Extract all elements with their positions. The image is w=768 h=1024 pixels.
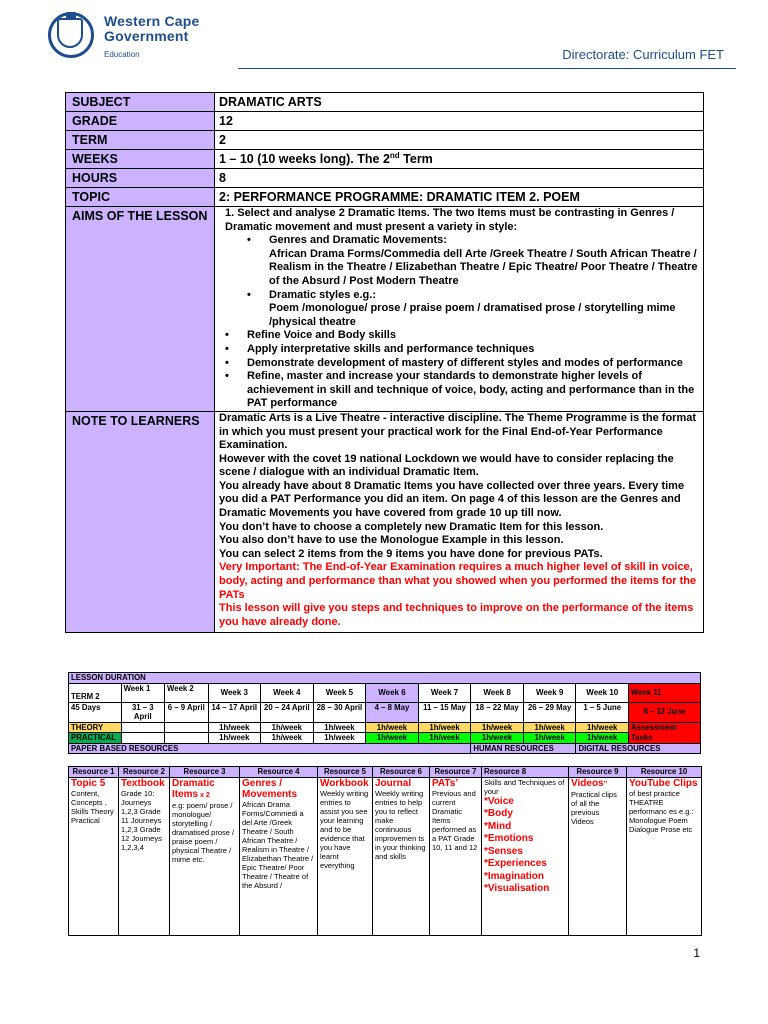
note-paragraph: Dramatic Arts is a Live Theatre - interactive discipline. The Theme Programme is the format in which you must present your practical work for the Final End-of-Year Performance Examination. <box>219 411 697 452</box>
term-cell: TERM 2 <box>69 683 122 702</box>
week-header: Week 3 <box>208 683 261 702</box>
aims-bullet: • Refine, master and increase your standards to demonstrate higher levels of achievement in skill and technique of voice, body, acting and performance than in the PAT performance <box>219 370 699 411</box>
topic-label: TOPIC <box>66 188 215 207</box>
subject-row <box>66 93 704 112</box>
resource-header: Resource 8 <box>482 767 569 778</box>
note-paragraph: However with the covet 19 national Lockdown we would have to consider replacing the scene / dialogue with an individual Dramatic Item. <box>219 452 674 479</box>
aims-intro: 1. Select and analyse 2 Dramatic Items. The two Items must be contrasting in Genres / Dramatic movement and must present a variety in style: <box>225 207 675 233</box>
resource-cell <box>627 777 702 935</box>
resource-cell <box>119 777 170 935</box>
week-dates: 14 – 17 April <box>208 702 261 722</box>
resource-cell <box>482 777 569 935</box>
crest-crown-icon <box>66 12 76 20</box>
theory-cell: 1h/week <box>208 722 261 733</box>
hours-value: 8 <box>215 169 704 188</box>
theory-cell: 1h/week <box>576 722 629 733</box>
week-header: Week 6 <box>366 683 419 702</box>
resource-detail: e.g: poem/ prose / monologue/ storytelling / dramatised prose / praise poem / physical Theatre / mime etc. <box>172 800 235 864</box>
org-name-line2: Government <box>104 28 189 44</box>
aims-bullet: • Demonstrate development of mastery of different styles and modes of performance <box>219 357 699 371</box>
week-dates: 18 – 22 May <box>471 702 524 722</box>
resource-cell <box>69 777 119 935</box>
aims-sub-genres: • Genres and Dramatic Movements: <box>219 234 699 248</box>
lesson-duration-header: LESSON DURATION <box>69 673 701 684</box>
week-dates: 11 – 15 May <box>418 702 471 722</box>
skill-item: *Emotions <box>484 833 534 844</box>
wcg-logo <box>48 12 218 62</box>
resource-title: Videos’’ <box>571 777 608 789</box>
assessment-cell: Assessment Tasks <box>629 722 701 743</box>
note-important: Very Important: The End-of-Year Examination requires a much higher level of skill in voice, body, acting and performance than what you showed when you performed the items for the PATs <box>219 561 697 601</box>
practical-cell: 1h/week <box>261 733 314 744</box>
practical-cell: 1h/week <box>471 733 524 744</box>
grade-row <box>66 112 704 131</box>
subject-value: DRAMATIC ARTS <box>215 93 704 112</box>
note-paragraph: You already have about 8 Dramatic Items you have collected over three years. Every time you did a PAT Performance you did an item. On page 4 of this lesson are the Genres and Dramatic Movements you have covered from grade 10 up till now. <box>219 479 685 520</box>
skill-item: *Experiences <box>484 858 547 869</box>
practical-cell: 1h/week <box>418 733 471 744</box>
resource-cell <box>240 777 318 935</box>
resource-title: Journal <box>375 777 412 789</box>
lesson-duration-table <box>68 672 701 754</box>
skill-item: *Imagination <box>484 870 545 882</box>
resource-header: Resource 1 <box>69 767 119 778</box>
theory-cell <box>121 722 164 733</box>
resource-title: Textbook <box>121 777 165 789</box>
resource-cell <box>373 777 430 935</box>
note-label: NOTE TO LEARNERS <box>66 411 215 633</box>
week-dates: 6 – 9 April <box>165 702 208 722</box>
aims-label: AIMS OF THE LESSON <box>66 207 215 412</box>
digital-resources-header: DIGITAL RESOURCES <box>576 743 701 754</box>
aims-sub-styles: • Dramatic styles e.g.: <box>219 289 699 303</box>
days-cell: 45 Days <box>69 702 122 722</box>
week-header: Week 11 <box>629 683 701 702</box>
week-dates: 20 – 24 April <box>261 702 314 722</box>
hours-label: HOURS <box>66 169 215 188</box>
resource-detail: Grade 10: Journeys 1,2,3 Grade 11 Journeys 1,2,3 Grade 12 Journeys 1,2,3,4 <box>121 788 162 852</box>
paper-resources-header: PAPER BASED RESOURCES <box>69 743 471 754</box>
grade-label: GRADE <box>66 112 215 131</box>
resource-detail: Content, Concepts , Skills Theory Practical <box>71 788 114 825</box>
week-dates: 1 – 5 June <box>576 702 629 722</box>
aims-bullet: • Apply interpretative skills and performance techniques <box>219 343 699 357</box>
resource-header: Resource 10 <box>627 767 702 778</box>
aims-bullet: • Refine Voice and Body skills <box>219 329 699 343</box>
theory-cell: 1h/week <box>418 722 471 733</box>
resource-detail: African Drama Forms/Commedi a del Arte /Greek Theatre / South African Theatre / Realism in Theatre / Elizabethan Theatre / Epic Theatre/ Poor Theatre / Theatre of the Absurd / <box>242 799 314 890</box>
week-dates: 31 – 3 April <box>121 702 164 722</box>
resource-title: Topic 5 <box>71 777 106 789</box>
resource-title: Workbook <box>320 777 369 789</box>
skill-item: *Voice <box>484 795 514 807</box>
term-label: TERM <box>66 131 215 150</box>
topic-row <box>66 188 704 207</box>
resource-cell <box>318 777 373 935</box>
page-header <box>0 0 768 80</box>
weeks-value: 1 – 10 (10 weeks long). The 2nd Term <box>215 150 704 169</box>
practical-cell: 1h/week <box>576 733 629 744</box>
practical-cell: 1h/week <box>523 733 576 744</box>
practical-cell: 1h/week <box>208 733 261 744</box>
lesson-info-table <box>65 92 704 633</box>
resource-header: Resource 6 <box>373 767 430 778</box>
resources-table <box>68 766 702 936</box>
resource-title: Genres / Movements <box>242 777 298 800</box>
subject-label: SUBJECT <box>66 93 215 112</box>
week-dates: 28 – 30 April <box>313 702 366 722</box>
resource-detail: Practical clips of all the previous Videos <box>571 789 617 826</box>
org-name-line1: Western Cape <box>104 13 200 29</box>
practical-cell: 1h/week <box>366 733 419 744</box>
skill-item: *Body <box>484 808 513 819</box>
note-paragraph: You can select 2 items from the 9 items you have done for previous PATs. <box>219 547 603 560</box>
weeks-label: WEEKS <box>66 150 215 169</box>
skill-item: *Mind <box>484 820 512 832</box>
term-value: 2 <box>215 131 704 150</box>
week-header: Week 1 <box>121 683 164 702</box>
practical-cell: 1h/week <box>313 733 366 744</box>
resource-header: Resource 4 <box>240 767 318 778</box>
resource-detail: Previous and current Dramatic Items performed as a PAT Grade 10, 11 and 12 <box>432 788 478 852</box>
resource-title: PATs’ <box>432 777 459 789</box>
week-dates: 26 – 29 May <box>523 702 576 722</box>
practical-label: PRACTICAL <box>69 733 122 744</box>
topic-value: 2: PERFORMANCE PROGRAMME: DRAMATIC ITEM 2. POEM <box>215 188 704 207</box>
resource-detail: of best practice THEATRE performanc es e.g.: Monologue Poem Dialogue Prose etc <box>629 788 694 834</box>
week-header: Week 5 <box>313 683 366 702</box>
resource-title: YouTube Clips <box>629 777 698 789</box>
page-number: 1 <box>693 946 700 960</box>
crest-shield-icon <box>57 18 83 48</box>
week-header: Week 10 <box>576 683 629 702</box>
aims-styles-detail: Poem /monologue/ prose / praise poem / dramatised prose / storytelling mime /physical theatre <box>269 302 676 328</box>
grade-value: 12 <box>215 112 704 131</box>
resource-detail: Weekly writing entries to assist you see your learning and to be evidence that you have learnt everything <box>320 788 369 870</box>
theory-cell: 1h/week <box>261 722 314 733</box>
practical-cell <box>121 733 164 744</box>
week-header: Week 4 <box>261 683 314 702</box>
practical-cell <box>165 733 208 744</box>
theory-cell: 1h/week <box>366 722 419 733</box>
term-row <box>66 131 704 150</box>
note-content <box>215 411 704 633</box>
resource-detail: Skills and Techniques of your <box>484 777 565 796</box>
theory-cell: 1h/week <box>523 722 576 733</box>
org-department: Education <box>104 50 140 59</box>
weeks-row <box>66 150 704 169</box>
week-header: Week 2 <box>165 683 208 702</box>
note-row <box>66 411 704 633</box>
note-paragraph: You don’t have to choose a completely new Dramatic Item for this lesson. <box>219 520 604 533</box>
aims-row <box>66 207 704 412</box>
resource-header: Resource 2 <box>119 767 170 778</box>
note-paragraph: You also don’t have to use the Monologue Example in this lesson. <box>219 534 564 547</box>
resource-cell <box>430 777 482 935</box>
resource-title: Dramatic Items x 2 <box>172 777 215 800</box>
resource-cell <box>170 777 240 935</box>
skill-item: *Visualisation <box>484 883 550 894</box>
resource-detail: Weekly writing entries to help you to reflect make continuous improvemen ts in your thinking and skills <box>375 788 426 861</box>
resource-header: Resource 5 <box>318 767 373 778</box>
note-important: This lesson will give you steps and techniques to improve on the performance of the items you have already done. <box>219 602 694 628</box>
resource-header: Resource 9 <box>569 767 627 778</box>
resource-header: Resource 7 <box>430 767 482 778</box>
resource-header: Resource 3 <box>170 767 240 778</box>
aims-content <box>215 207 704 412</box>
week-dates: 8 – 12 June <box>629 702 701 722</box>
hours-row <box>66 169 704 188</box>
theory-cell <box>165 722 208 733</box>
week-dates: 4 – 8 May <box>366 702 419 722</box>
week-header: Week 7 <box>418 683 471 702</box>
theory-cell: 1h/week <box>471 722 524 733</box>
theory-cell: 1h/week <box>313 722 366 733</box>
week-header: Week 8 <box>471 683 524 702</box>
week-header: Week 9 <box>523 683 576 702</box>
theory-label: THEORY <box>69 722 122 733</box>
resource-cell <box>569 777 627 935</box>
aims-genres-detail: African Drama Forms/Commedia dell Arte /Greek Theatre / South African Theatre / Realism in the Theatre / Elizabethan Theatre / Epic Theatre/ Poor Theatre / Theatre of the Absurd / Post Modern Theatre <box>269 247 698 287</box>
directorate-title: Directorate: Curriculum FET <box>562 47 724 62</box>
skill-item: *Senses <box>484 845 523 857</box>
human-resources-header: HUMAN RESOURCES <box>471 743 576 754</box>
header-divider <box>238 68 736 69</box>
